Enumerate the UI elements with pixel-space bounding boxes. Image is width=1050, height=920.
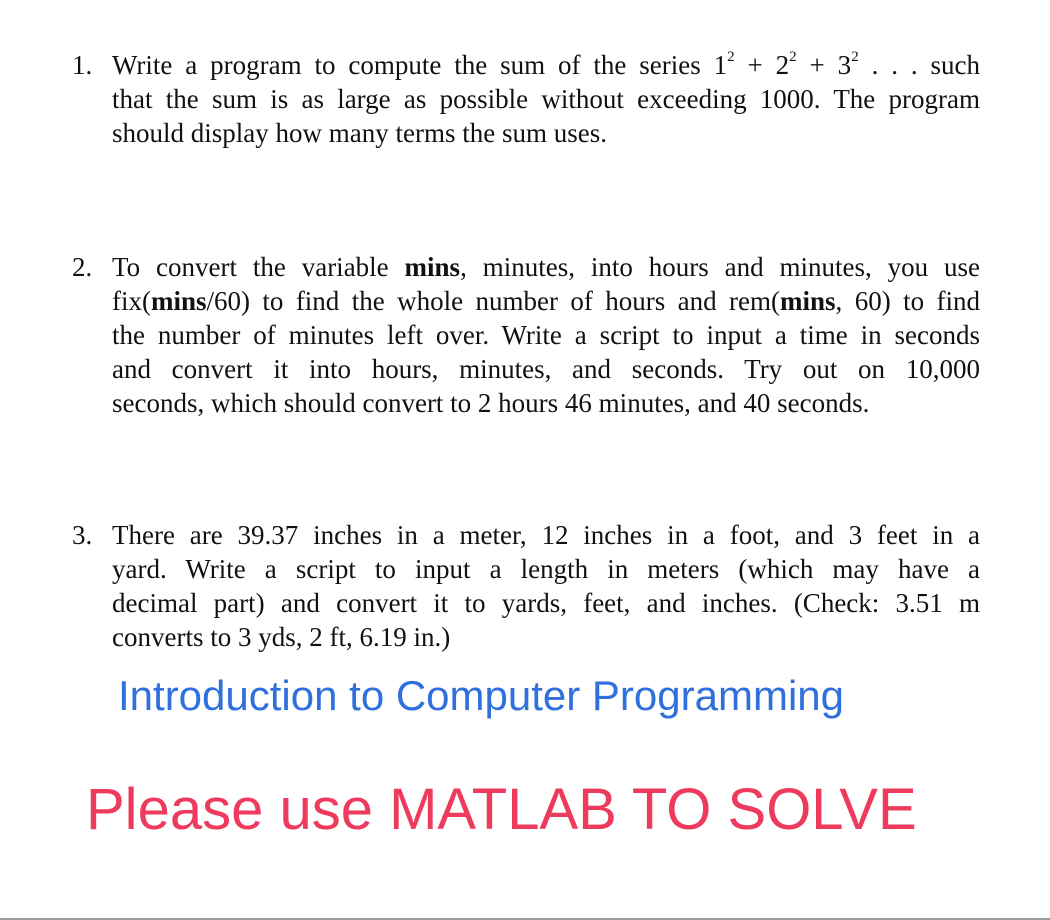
bold-term: mins — [150, 286, 207, 316]
text-segment: should display how many terms the sum uses. — [112, 118, 607, 148]
problem-number: 3. — [72, 520, 93, 550]
problem-line — [112, 82, 980, 116]
problem-2 — [72, 250, 980, 420]
problem-line — [112, 250, 980, 284]
problem-3 — [72, 518, 980, 654]
text-segment: that the sum is as large as possible without exceeding 1000. The program — [112, 84, 980, 114]
text-segment: /60) to find the whole number of hours and rem( — [206, 286, 781, 316]
text-segment: Write a program to compute the sum of the series 1 — [112, 50, 728, 80]
problem-line — [112, 352, 980, 386]
problem-line — [112, 552, 980, 586]
instruction-banner: Please use MATLAB TO SOLVE — [86, 777, 917, 842]
problem-text — [112, 518, 980, 654]
problem-line — [112, 284, 980, 318]
text-segment: decimal part) and convert it to yards, feet, and inches. (Check: 3.51 m — [112, 588, 980, 618]
problem-line — [112, 318, 980, 352]
bold-term: mins — [780, 286, 836, 316]
problem-number: 1. — [72, 50, 93, 80]
problem-line — [112, 586, 980, 620]
text-segment: fix( — [112, 286, 151, 316]
text-segment: + 3 — [796, 50, 852, 80]
superscript: 2 — [789, 49, 797, 65]
text-segment: , minutes, into hours and minutes, you use — [460, 252, 981, 282]
problem-line — [112, 116, 980, 150]
text-segment: , 60) to find — [835, 286, 980, 316]
problem-text — [112, 48, 980, 150]
superscript: 2 — [851, 49, 859, 65]
text-segment: the number of minutes left over. Write a script to input a time in seconds — [112, 320, 980, 350]
problem-1 — [72, 48, 980, 150]
problem-line — [112, 386, 980, 420]
text-segment: seconds, which should convert to 2 hours 46 minutes, and 40 seconds. — [112, 388, 870, 418]
problem-number: 2. — [72, 252, 93, 282]
text-segment: yard. Write a script to input a length in meters (which may have a — [112, 554, 980, 584]
problem-text — [112, 250, 980, 420]
text-segment: and convert it into hours, minutes, and seconds. Try out on 10,000 — [112, 354, 980, 384]
bold-term: mins — [404, 252, 461, 282]
text-segment: + 2 — [734, 50, 790, 80]
text-segment: To convert the variable — [112, 252, 405, 282]
problem-line — [112, 620, 980, 654]
text-segment: There are 39.37 inches in a meter, 12 inches in a foot, and 3 feet in a — [112, 520, 980, 550]
problem-line — [112, 518, 980, 552]
text-segment: converts to 3 yds, 2 ft, 6.19 in.) — [112, 622, 451, 652]
problem-line — [112, 48, 980, 82]
course-title: Introduction to Computer Programming — [118, 672, 844, 719]
superscript: 2 — [727, 49, 735, 65]
text-segment: . . . such — [858, 50, 980, 80]
